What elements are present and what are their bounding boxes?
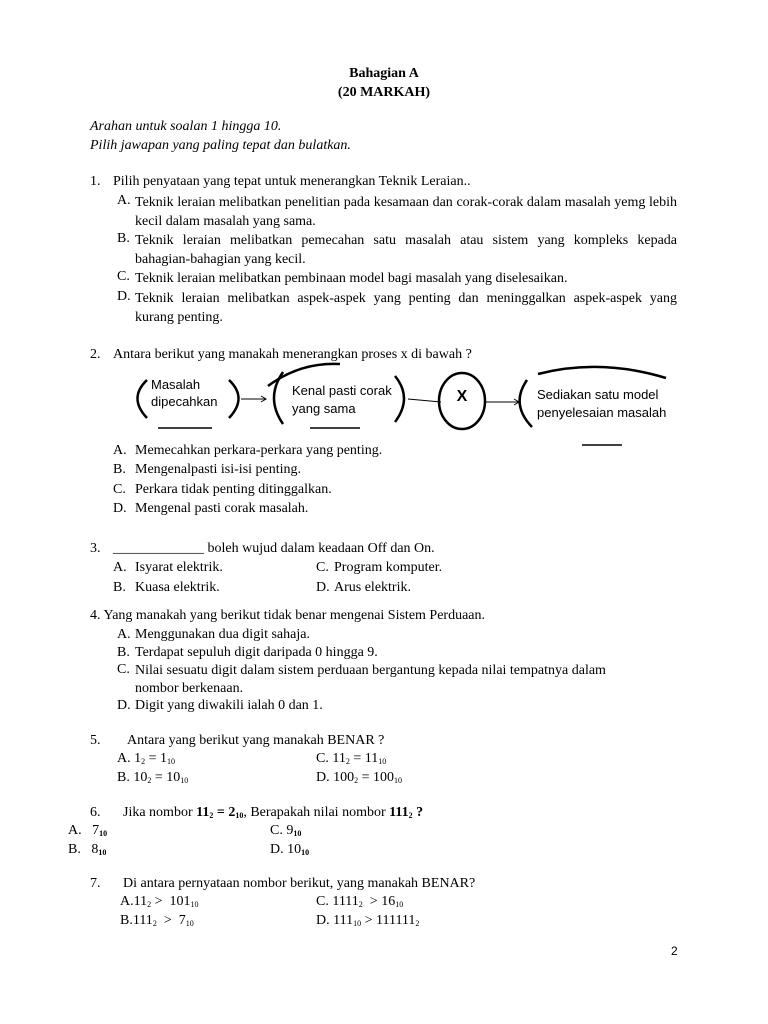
option-label: C. bbox=[316, 751, 329, 766]
question-number: 7. bbox=[90, 876, 101, 891]
rhs-value: 10 bbox=[166, 770, 181, 785]
option-label: B. bbox=[117, 770, 130, 785]
option-d[interactable] bbox=[316, 770, 402, 786]
option-label: D. bbox=[316, 770, 330, 785]
section-title: Bahagian A bbox=[349, 66, 419, 81]
option-value: 9 bbox=[286, 823, 294, 838]
option-value: 10 bbox=[287, 842, 302, 857]
option-label: D. bbox=[270, 842, 284, 857]
option-label[interactable]: B. bbox=[117, 645, 130, 660]
rhs-value: 101 bbox=[169, 894, 191, 909]
option-text[interactable]: Terdapat sepuluh digit daripada 0 hingga 9. bbox=[135, 645, 378, 660]
option-a[interactable] bbox=[117, 751, 175, 767]
option-a[interactable] bbox=[68, 823, 107, 839]
question-stem bbox=[123, 805, 423, 821]
question-stem: Pilih penyataan yang tepat untuk menerangkan Teknik Leraian.. bbox=[113, 174, 471, 189]
option-label: C. bbox=[316, 894, 329, 909]
equals-sign: = bbox=[148, 751, 157, 766]
stem-part: Jika nombor bbox=[123, 805, 197, 820]
option-text[interactable]: Mengenalpasti isi-isi penting. bbox=[135, 462, 302, 477]
node-2-label-line-2: yang sama bbox=[292, 401, 356, 416]
option-text[interactable]: Perkara tidak penting ditinggalkan. bbox=[135, 482, 332, 497]
lhs-value: 11 bbox=[133, 894, 148, 909]
option-a[interactable] bbox=[120, 894, 199, 910]
node-2-right-arc bbox=[395, 376, 404, 422]
option-text[interactable]: Teknik leraian melibatkan penelitian pada kesamaan dan corak-corak dalam masalah yemg lebih kecil dalam masalah yang sama. bbox=[135, 195, 677, 229]
option-d[interactable] bbox=[316, 913, 419, 929]
question-number: 2. bbox=[90, 347, 101, 362]
option-label[interactable]: D. bbox=[117, 289, 131, 304]
option-text[interactable]: Mengenal pasti corak masalah. bbox=[135, 501, 309, 516]
node-4-top-arc bbox=[538, 367, 666, 378]
option-label[interactable]: B. bbox=[117, 231, 130, 246]
option-text[interactable]: Arus elektrik. bbox=[334, 580, 411, 595]
stem-part: , Berapakah nilai nombor bbox=[243, 805, 390, 820]
lhs-value: 100 bbox=[333, 770, 355, 785]
option-text[interactable]: Nilai sesuatu digit dalam sistem perduaan bergantung kepada nilai tempatnya dalam nombor berkenaan. bbox=[135, 663, 606, 696]
option-d[interactable] bbox=[270, 842, 309, 858]
option-text[interactable]: Memecahkan perkara-perkara yang penting. bbox=[135, 443, 383, 458]
ask-end: ? bbox=[412, 805, 424, 820]
given-equals: = bbox=[213, 805, 229, 820]
equals-sign: = bbox=[154, 770, 163, 785]
option-label: B. bbox=[120, 913, 133, 928]
question-number: 5. bbox=[90, 733, 101, 748]
option-base: 10 bbox=[98, 848, 107, 857]
instruction-line-2: Pilih jawapan yang paling tepat dan bulatkan. bbox=[90, 138, 351, 153]
lhs-value: 1111 bbox=[332, 894, 359, 909]
lhs-base: 2 bbox=[345, 757, 350, 766]
option-label: A. bbox=[117, 751, 131, 766]
node-1-left-arc bbox=[138, 380, 148, 418]
lhs-value: 111 bbox=[132, 913, 153, 928]
page-number: 2 bbox=[671, 944, 678, 958]
rhs-base: 10 bbox=[185, 919, 194, 928]
rhs-base: 10 bbox=[394, 776, 403, 785]
option-label[interactable]: D. bbox=[113, 501, 127, 516]
given-rhs: 2 bbox=[228, 805, 236, 820]
question-stem: Antara berikut yang manakah menerangkan proses x di bawah ? bbox=[113, 347, 472, 362]
option-base: 10 bbox=[301, 848, 310, 857]
lhs-base: 2 bbox=[354, 776, 359, 785]
option-label[interactable]: C. bbox=[113, 482, 126, 497]
node-4-label-line-2: penyelesaian masalah bbox=[537, 405, 667, 420]
option-base: 10 bbox=[293, 829, 302, 838]
option-text[interactable]: Teknik leraian melibatkan pemecahan satu masalah atau sistem yang kompleks kepada bahagian-bahagian yang kecil. bbox=[135, 233, 677, 267]
given-rhs-base: 10 bbox=[235, 811, 244, 820]
question-number: 1. bbox=[90, 174, 101, 189]
option-label[interactable]: A. bbox=[113, 443, 127, 458]
option-label[interactable]: C. bbox=[117, 269, 130, 284]
option-b[interactable] bbox=[68, 842, 106, 858]
given-lhs: 11 bbox=[196, 805, 210, 820]
comparison-operator: > bbox=[151, 894, 170, 909]
question-number: 6. bbox=[90, 805, 101, 820]
ask-value: 111 bbox=[389, 805, 409, 820]
option-text[interactable]: Teknik leraian melibatkan pembinaan model bagi masalah yang diselesaikan. bbox=[135, 271, 568, 286]
rhs-base: 10 bbox=[167, 757, 176, 766]
option-text[interactable]: Program komputer. bbox=[334, 560, 443, 575]
question-stem: Antara yang berikut yang manakah BENAR ? bbox=[127, 733, 385, 748]
node-3-label: X bbox=[456, 388, 468, 405]
lhs-base: 2 bbox=[152, 919, 157, 928]
option-text[interactable]: Menggunakan dua digit sahaja. bbox=[135, 627, 310, 642]
rhs-base: 10 bbox=[190, 900, 199, 909]
node-2-label-line-1: Kenal pasti corak bbox=[292, 383, 392, 398]
option-c[interactable] bbox=[316, 751, 386, 767]
option-text[interactable]: Teknik leraian melibatkan aspek-aspek yang penting dan meninggalkan aspek-aspek yang kurang penting. bbox=[135, 291, 677, 325]
lhs-value: 10 bbox=[133, 770, 148, 785]
question-stem: Di antara pernyataan nombor berikut, yang manakah BENAR? bbox=[123, 876, 476, 891]
option-text[interactable]: Isyarat elektrik. bbox=[135, 560, 223, 575]
rhs-value: 16 bbox=[381, 894, 396, 909]
lhs-value: 111 bbox=[333, 913, 354, 928]
rhs-base: 10 bbox=[180, 776, 189, 785]
rhs-value: 1 bbox=[160, 751, 168, 766]
question-stem: 4. Yang manakah yang berikut tidak benar mengenai Sistem Perduaan. bbox=[90, 608, 486, 623]
equals-sign: = bbox=[353, 751, 362, 766]
rhs-value: 111111 bbox=[376, 913, 416, 928]
option-b[interactable] bbox=[120, 913, 194, 929]
lhs-base: 2 bbox=[147, 900, 152, 909]
option-c[interactable] bbox=[316, 894, 403, 910]
option-label[interactable]: B. bbox=[113, 580, 126, 595]
comparison-operator: > bbox=[156, 913, 179, 928]
node-1-right-arc bbox=[229, 380, 239, 418]
option-label[interactable]: A. bbox=[113, 560, 127, 575]
rhs-base: 10 bbox=[378, 757, 387, 766]
question-number: 3. bbox=[90, 541, 101, 556]
node-4-left-arc bbox=[520, 380, 532, 427]
equals-sign: = bbox=[361, 770, 370, 785]
rhs-value: 100 bbox=[373, 770, 395, 785]
rhs-base: 2 bbox=[415, 919, 420, 928]
option-text[interactable]: Digit yang diwakili ialah 0 dan 1. bbox=[135, 698, 323, 713]
rhs-base: 10 bbox=[395, 900, 404, 909]
node-1-label-line-2: dipecahkan bbox=[151, 394, 218, 409]
lhs-base: 2 bbox=[141, 757, 146, 766]
option-value: 7 bbox=[92, 823, 100, 838]
section-marks: (20 MARKAH) bbox=[337, 85, 431, 100]
option-label[interactable]: D. bbox=[117, 698, 131, 713]
option-label: C. bbox=[270, 823, 283, 838]
instruction-line-1: Arahan untuk soalan 1 hingga 10. bbox=[90, 119, 282, 134]
option-base: 10 bbox=[99, 829, 108, 838]
option-label[interactable]: D. bbox=[316, 580, 330, 595]
option-label[interactable]: C. bbox=[316, 560, 329, 575]
rhs-value: 7 bbox=[178, 913, 186, 928]
node-4-label-line-1: Sediakan satu model bbox=[537, 387, 659, 402]
rhs-value: 11 bbox=[364, 751, 379, 766]
option-label[interactable]: B. bbox=[113, 462, 126, 477]
option-label[interactable]: C. bbox=[117, 662, 130, 677]
option-label[interactable]: A. bbox=[117, 627, 131, 642]
option-label: A. bbox=[120, 894, 134, 909]
lhs-base: 2 bbox=[358, 900, 363, 909]
lhs-value: 1 bbox=[134, 751, 142, 766]
comparison-operator: > bbox=[362, 894, 382, 909]
option-label: A. bbox=[68, 823, 82, 838]
given-lhs-base: 2 bbox=[209, 811, 214, 820]
option-b[interactable] bbox=[117, 770, 188, 786]
lhs-base: 2 bbox=[147, 776, 152, 785]
option-label[interactable]: A. bbox=[117, 193, 131, 208]
node-1-label-line-1: Masalah bbox=[151, 377, 201, 392]
question-stem: _____________ boleh wujud dalam keadaan Off dan On. bbox=[113, 541, 435, 556]
option-label: D. bbox=[316, 913, 330, 928]
comparison-operator: > bbox=[361, 913, 376, 928]
arrow-2 bbox=[408, 399, 441, 402]
ask-base: 2 bbox=[408, 811, 413, 820]
option-c[interactable] bbox=[270, 823, 301, 839]
option-label: B. bbox=[68, 842, 81, 857]
option-value: 8 bbox=[91, 842, 99, 857]
option-text[interactable]: Kuasa elektrik. bbox=[135, 580, 220, 595]
lhs-base: 10 bbox=[353, 919, 362, 928]
lhs-value: 11 bbox=[332, 751, 346, 766]
